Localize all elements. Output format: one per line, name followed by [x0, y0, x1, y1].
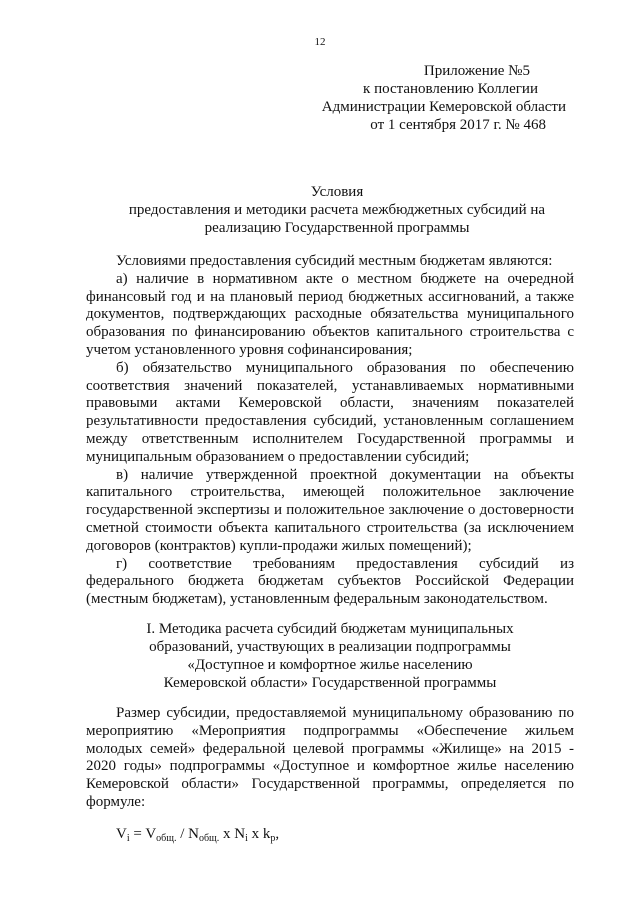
title-line-3: реализацию Государственной программы [204, 220, 470, 236]
section-1-heading-line-1: I. Методика расчета субсидий бюджетам муниципальных [146, 621, 514, 637]
page-number: 12 [314, 36, 326, 48]
section-1-heading-line-2: образований, участвующих в реализации подпрограммы [149, 639, 511, 655]
formula-ni-sub: i [245, 833, 248, 844]
title-line-1: Условия [310, 184, 364, 200]
appendix-line-2: к постановлению Коллегии [363, 81, 538, 97]
formula-k-sub: p [270, 833, 276, 844]
formula-vobsh-sub: общ. [156, 833, 177, 844]
formula-end: , [275, 826, 280, 842]
formula-v: V [116, 826, 127, 842]
formula-nobsh-sub: общ. [198, 833, 220, 844]
formula-x2: x k [247, 826, 271, 842]
section-1-text [86, 705, 574, 812]
condition-v: в) наличие утвержденной проектной документации на объекты капитального строительства, имеющей положительное заключение государственной экспертизы и положительное заключение о достоверности сметной стоимости объекта капитального строительства (за исключением договоров (контрактов) купли-продажи жилых помещений); [86, 466, 574, 554]
section-1-heading [86, 620, 574, 692]
section-1-paragraph: Размер субсидии, предоставляемой муниципальному образованию по мероприятию «Мероприятия подпрограммы «Обеспечение жильем молодых семей» федеральной целевой программы «Жилище» на 2015 - 2020 годы» подпрограммы «Доступное и комфортное жилье населению Кемеровской области» Государственной программы, определяется по формуле: [86, 705, 574, 810]
document-title [60, 183, 614, 237]
appendix-line-1: Приложение №5 [423, 63, 530, 79]
subsidy-formula [116, 826, 279, 843]
condition-b: б) обязательство муниципального образования по обеспечению соответствия значений показателей, устанавливаемых нормативными правовыми актами Кемеровской области, значениям показателей результативности предоставления субсидий, установленным соглашением между ответственным исполнителем Государственной программы и муниципальным образованием о предоставлении субсидий; [86, 359, 574, 465]
section-1-heading-line-4: Кемеровской области» Государственной программы [163, 675, 497, 691]
condition-g: г) соответствие требованиям предоставления субсидий из федерального бюджета бюджетам субъектов Российской Федерации (местным бюджетам), установленным федеральным законодательством. [86, 555, 574, 608]
appendix-line-3: Администрации Кемеровской области [321, 99, 566, 115]
appendix-line-4: от 1 сентября 2017 г. № 468 [370, 117, 546, 133]
conditions-intro: Условиями предоставления субсидий местным бюджетам являются: [116, 253, 553, 269]
formula-x1: x N [219, 826, 246, 842]
section-1-heading-line-3: «Доступное и комфортное жилье населению [187, 657, 473, 673]
formula-eq: = V [129, 826, 157, 842]
formula-div: / N [176, 826, 199, 842]
condition-a: а) наличие в нормативном акте о местном бюджете на очередной финансовый год и на плановый период бюджетных ассигнований, а также документов, подтверждающих расходные обязательства муниципального образования по финансированию объектов капитального строительства с учетом установленного уровня софинансирования; [86, 270, 574, 358]
appendix-header [236, 62, 566, 134]
conditions-section [86, 253, 574, 609]
title-line-2: предоставления и методики расчета межбюджетных субсидий на [128, 202, 546, 218]
formula-v-sub: i [126, 833, 130, 844]
